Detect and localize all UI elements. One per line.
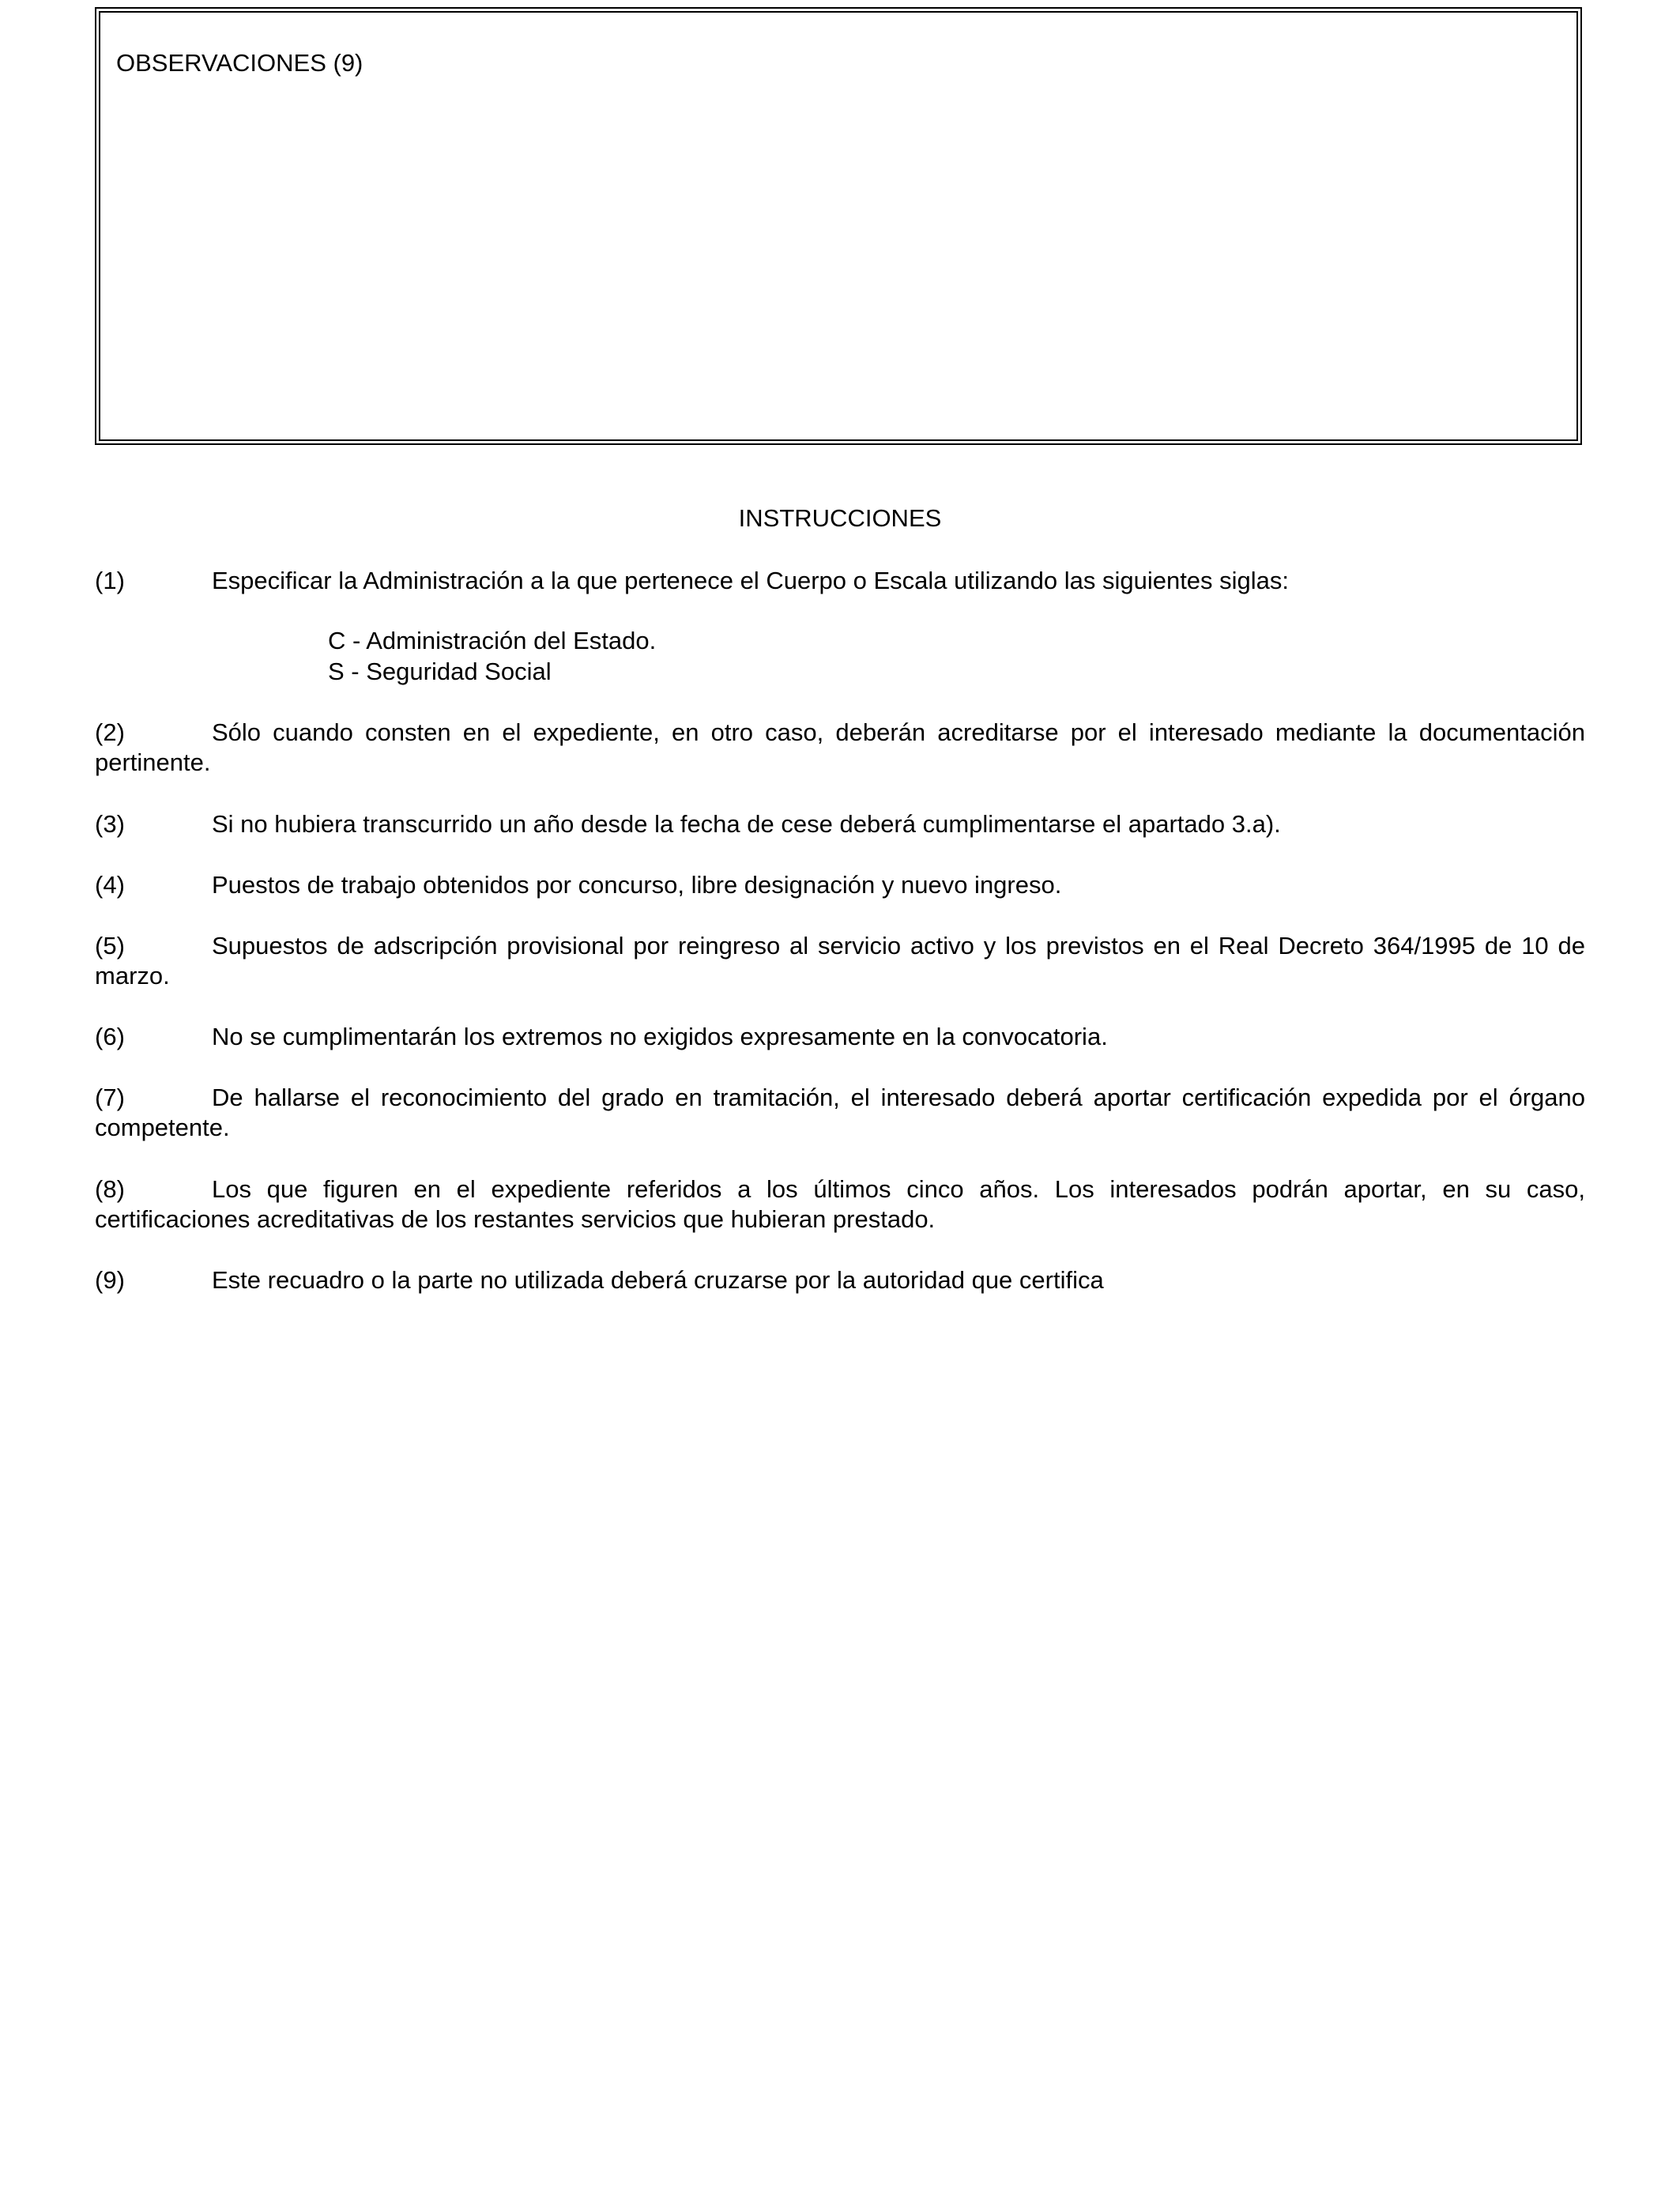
sigla-c: C - Administración del Estado.	[328, 627, 657, 654]
instruction-item-5	[95, 931, 1585, 991]
instruction-text: Si no hubiera transcurrido un año desde la fecha de cese deberá cumplimentarse el apartado 3.a).	[212, 810, 1281, 838]
instruction-item-1	[95, 566, 1585, 596]
instruction-text: Los que figuren en el expediente referidos a los últimos cinco años. Los interesados podrán aportar, en su caso, certificaciones acreditativas de los restantes servicios que hubieran prestado.	[95, 1175, 1585, 1233]
instruction-number: (3)	[95, 810, 125, 838]
instruction-number: (7)	[95, 1084, 125, 1111]
instruction-text: No se cumplimentarán los extremos no exigidos expresamente en la convocatoria.	[212, 1023, 1108, 1050]
instruction-number: (9)	[95, 1266, 125, 1294]
instruction-item-9	[95, 1265, 1585, 1295]
instruction-item-7	[95, 1083, 1585, 1143]
observaciones-label: OBSERVACIONES (9)	[116, 49, 363, 77]
instruction-number: (8)	[95, 1175, 125, 1203]
instruction-text: Este recuadro o la parte no utilizada deberá cruzarse por la autoridad que certifica	[212, 1266, 1104, 1294]
instruction-text: De hallarse el reconocimiento del grado en tramitación, el interesado deberá aportar certificación expedida por el órgano competente.	[95, 1084, 1585, 1141]
instruction-text: Supuestos de adscripción provisional por reingreso al servicio activo y los previstos en el Real Decreto 364/1995 de 10 de marzo.	[95, 932, 1585, 990]
instruction-text: Especificar la Administración a la que pertenece el Cuerpo o Escala utilizando las siguientes siglas:	[212, 567, 1290, 594]
instruction-number: (2)	[95, 718, 125, 746]
observaciones-box	[95, 7, 1582, 445]
instrucciones-title: INSTRUCCIONES	[738, 504, 942, 532]
instruction-number: (6)	[95, 1023, 125, 1050]
instruction-item-3	[95, 809, 1585, 839]
instruction-number: (5)	[95, 932, 125, 959]
instruction-number: (4)	[95, 871, 125, 899]
instruction-item-6	[95, 1022, 1585, 1052]
instruction-text: Puestos de trabajo obtenidos por concurso, libre designación y nuevo ingreso.	[212, 871, 1062, 899]
sigla-s: S - Seguridad Social	[328, 658, 552, 685]
instruction-item-2	[95, 718, 1585, 778]
instruction-item-8	[95, 1174, 1585, 1235]
instruction-item-4	[95, 870, 1585, 900]
instruction-number: (1)	[95, 567, 125, 594]
instruction-text: Sólo cuando consten en el expediente, en otro caso, deberán acreditarse por el interesado mediante la documentación pertinente.	[95, 718, 1585, 776]
